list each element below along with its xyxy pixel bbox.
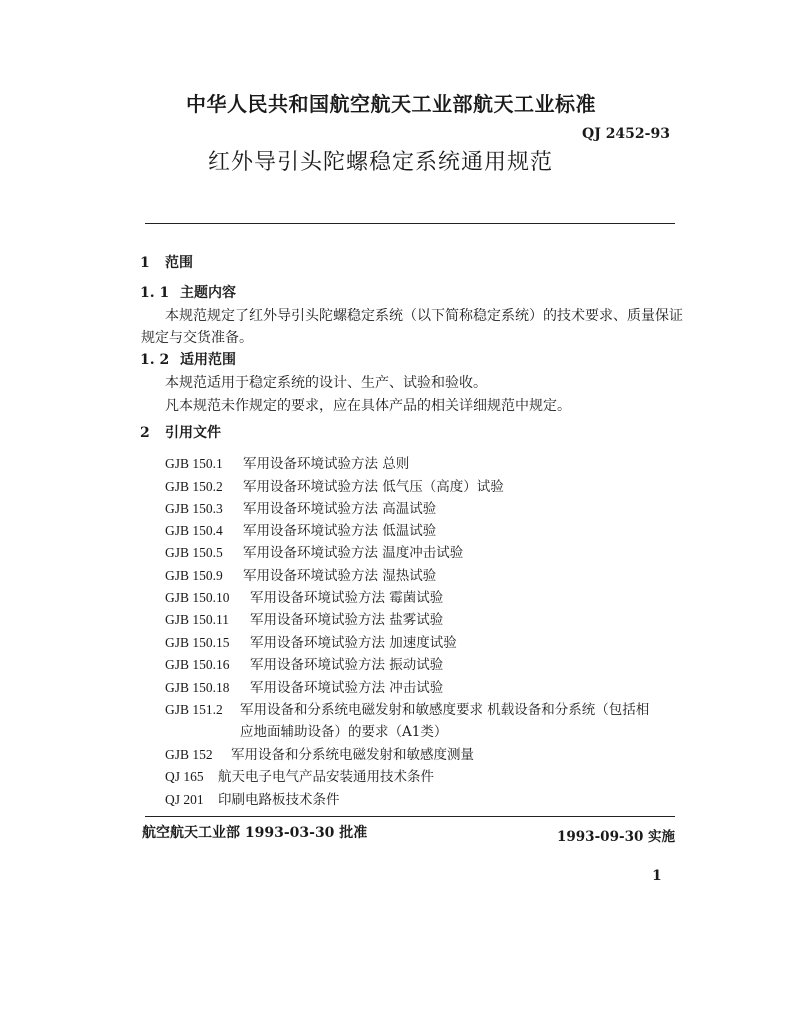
reference-item [165, 631, 457, 651]
reference-code: GJB 150.15 [165, 635, 230, 650]
section-number: 1 [140, 255, 150, 271]
reference-item [165, 653, 443, 673]
reference-code: GJB 150.1 [165, 456, 223, 471]
reference-item [165, 564, 436, 584]
reference-desc: 军用设备和分系统电磁发射和敏感度要求 机载设备和分系统（包括相 [240, 702, 650, 718]
reference-code: GJB 150.4 [165, 523, 223, 538]
paragraph-line: 本规范规定了红外导引头陀螺稳定系统（以下简称稳定系统）的技术要求、质量保证 [165, 308, 683, 324]
reference-item [165, 676, 443, 696]
reference-item [165, 788, 340, 808]
section-2-heading [140, 422, 221, 442]
reference-desc: 军用设备环境试验方法 湿热试验 [243, 568, 437, 584]
reference-item [165, 519, 436, 539]
subsection-1-2-heading [140, 349, 236, 369]
effective-date: 1993-09-30 实施 [557, 829, 676, 845]
reference-desc: 军用设备环境试验方法 低气压（高度）试验 [243, 479, 504, 495]
reference-code: GJB 150.11 [165, 612, 230, 627]
footer-divider [145, 816, 675, 817]
reference-item [165, 698, 649, 718]
paragraph-line: 本规范适用于稳定系统的设计、生产、试验和验收。 [165, 375, 487, 391]
section-title: 范围 [165, 255, 193, 271]
reference-code: GJB 150.9 [165, 568, 223, 583]
section-1-heading [140, 252, 193, 272]
reference-item [165, 765, 434, 785]
reference-code: QJ 201 [165, 792, 204, 807]
reference-code: GJB 151.2 [165, 702, 223, 717]
reference-code: GJB 150.16 [165, 657, 230, 672]
reference-desc: 航天电子电气产品安装通用技术条件 [218, 769, 434, 785]
reference-item [165, 586, 443, 606]
section-title: 引用文件 [165, 425, 221, 441]
reference-item-continuation [240, 720, 447, 740]
paragraph-line: 规定与交货准备。 [141, 330, 253, 346]
header-divider [145, 223, 675, 224]
standard-code: QJ 2452-93 [582, 126, 670, 142]
reference-code: GJB 150.18 [165, 680, 230, 695]
subsection-number: 1. 1 [140, 285, 170, 301]
paragraph-line: 凡本规范未作规定的要求，应在具体产品的相关详细规范中规定。 [165, 398, 571, 414]
document-title: 红外导引头陀螺稳定系统通用规范 [208, 150, 554, 175]
reference-desc: 军用设备环境试验方法 总则 [243, 456, 410, 472]
reference-desc: 军用设备环境试验方法 霉菌试验 [250, 590, 444, 606]
reference-desc: 军用设备环境试验方法 温度冲击试验 [243, 545, 464, 561]
approval-date: 航空航天工业部 1993-03-30 批准 [142, 825, 368, 841]
reference-code: GJB 150.2 [165, 479, 223, 494]
reference-desc: 军用设备环境试验方法 振动试验 [250, 657, 444, 673]
reference-item [165, 541, 463, 561]
reference-item [165, 497, 436, 517]
reference-item [165, 608, 443, 628]
subsection-title: 主题内容 [180, 285, 236, 301]
reference-code: GJB 150.5 [165, 545, 223, 560]
reference-desc: 军用设备环境试验方法 加速度试验 [250, 635, 457, 651]
reference-code: QJ 165 [165, 769, 204, 784]
reference-desc: 军用设备环境试验方法 冲击试验 [250, 680, 444, 696]
subsection-number: 1. 2 [140, 352, 170, 368]
reference-desc: 应地面辅助设备）的要求（A1类） [240, 724, 448, 740]
reference-desc: 军用设备环境试验方法 盐雾试验 [250, 612, 444, 628]
reference-code: GJB 150.10 [165, 590, 230, 605]
reference-code: GJB 150.3 [165, 501, 223, 516]
reference-desc: 军用设备环境试验方法 低温试验 [243, 523, 437, 539]
standard-organization: 中华人民共和国航空航天工业部航天工业标准 [186, 92, 596, 116]
subsection-title: 适用范围 [180, 352, 236, 368]
reference-desc: 军用设备环境试验方法 高温试验 [243, 501, 437, 517]
reference-item [165, 743, 474, 763]
reference-code: GJB 152 [165, 747, 213, 762]
section-number: 2 [140, 425, 150, 441]
reference-desc: 军用设备和分系统电磁发射和敏感度测量 [231, 747, 474, 763]
subsection-1-1-heading [140, 282, 236, 302]
reference-item [165, 475, 504, 495]
reference-item [165, 452, 409, 472]
page-number: 1 [652, 868, 662, 884]
reference-desc: 印刷电路板技术条件 [218, 792, 340, 808]
